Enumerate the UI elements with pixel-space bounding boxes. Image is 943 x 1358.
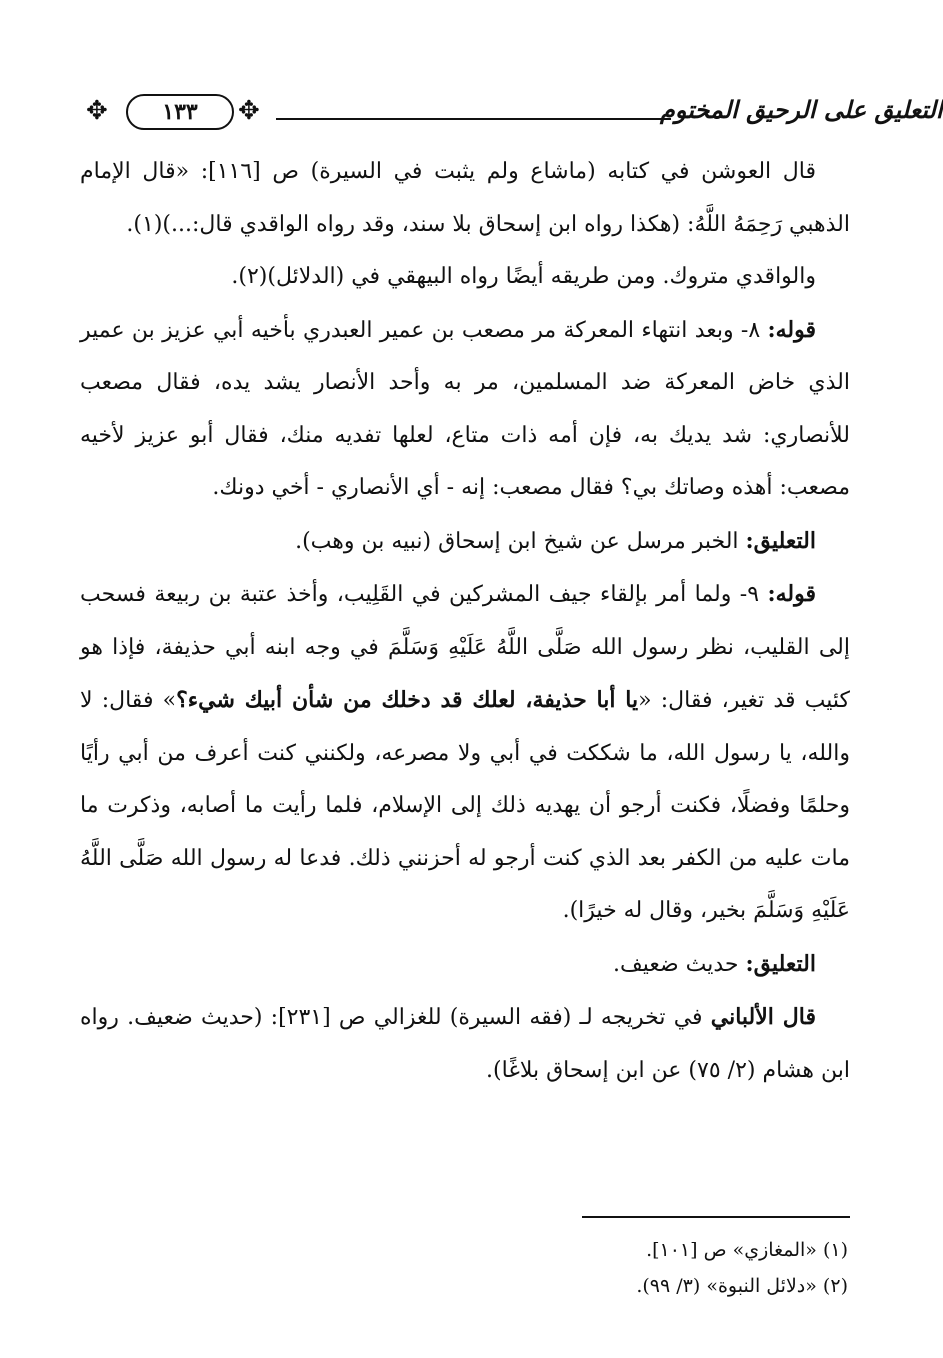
header-rule	[276, 118, 671, 120]
paragraph	[80, 515, 850, 569]
paragraph	[80, 251, 850, 304]
footnotes	[380, 1232, 848, 1304]
ornament-right-icon: ✥	[238, 96, 260, 126]
ornament-left-icon: ✥	[86, 96, 108, 126]
page-number: ١٣٣	[126, 94, 234, 130]
paragraph-lead: قوله:	[767, 316, 816, 343]
paragraph-text: قال العوشن في كتابه (ماشاع ولم يثبت في السيرة) ص [١١٦]: «قال الإمام الذهبي رَحِمَهُ اللَّهُ: (هكذا رواه ابن إسحاق بلا سند، وقد رواه الواقدي قال:...)(١).	[80, 159, 850, 237]
paragraph	[80, 991, 850, 1097]
paragraph-text: في تخريجه لـ (فقه السيرة) للغزالي ص [٢٣١]: (حديث ضعيف. رواه ابن هشام (٢/ ٧٥) عن ابن إسحاق بلاغًا).	[80, 1005, 850, 1083]
paragraph-lead: التعليق:	[745, 527, 816, 554]
paragraph-text: حديث ضعيف.	[612, 951, 746, 977]
paragraph-text: ٨- وبعد انتهاء المعركة مر مصعب بن عمير العبدري بأخيه أبي عزيز بن عمير الذي خاض المعركة ضد المسلمين، مر به وأحد الأنصار يشد يده، فقال مصعب للأنصاري: شد يديك به، فإن أمه ذات متاع، لعلها تفديه منك، فقال أبو عزيز لأخيه مصعب: أهذه وصاتك بي؟ فقال مصعب: إنه - أي الأنصاري - أخي دونك.	[80, 317, 850, 500]
paragraph	[80, 568, 850, 938]
page-header	[80, 88, 943, 138]
page-number-frame	[86, 92, 276, 132]
body-text	[80, 146, 850, 1097]
paragraph-lead: التعليق:	[745, 950, 816, 977]
paragraph-lead: قال الألباني	[710, 1004, 816, 1030]
quoted-hadith: يا أبا حذيفة، لعلك قد دخلك من شأن أبيك شيء؟	[176, 687, 639, 713]
paragraph	[80, 304, 850, 515]
paragraph-text: والواقدي متروك. ومن طريقه أيضًا رواه البيهقي في (الدلائل)(٢).	[231, 264, 816, 289]
footnote: (١) «المغازي» ص [١٠١].	[646, 1239, 848, 1261]
footnote: (٢) «دلائل النبوة» (٣/ ٩٩).	[636, 1275, 848, 1297]
paragraph	[80, 938, 850, 992]
paragraph-text: ٩- ولما أمر بإلقاء جيف المشركين في القَلِيب، وأخذ عتبة بن ربيعة فسحب إلى القليب، نظر رسول الله صَلَّى اللَّهُ عَلَيْهِ وَسَلَّمَ في وجه ابنه أبي حذيفة، فإذا هو كئيب قد تغير، فقال: «	[80, 582, 850, 713]
paragraph	[80, 146, 850, 251]
running-title: التعليق على الرحيق المختوم	[660, 95, 943, 124]
paragraph-tail: » فقال: لا والله، يا رسول الله، ما شككت في أبي ولا مصرعه، ولكنني كنت أعرف من أبي رأيًا وحلمًا وفضلًا، فكنت أرجو أن يهديه ذلك إلى الإسلام، فلما رأيت ما أصابه، وذكرت ما مات عليه من الكفر بعد الذي كنت أرجو له أحزنني ذلك. فدعا له رسول الله صَلَّى اللَّهُ عَلَيْهِ وَسَلَّمَ بخير، وقال له خيرًا).	[80, 688, 850, 923]
paragraph-text: الخبر مرسل عن شيخ ابن إسحاق (نبيه بن وهب).	[295, 528, 746, 554]
paragraph-lead: قوله:	[767, 581, 816, 607]
footnote-separator	[582, 1216, 850, 1218]
